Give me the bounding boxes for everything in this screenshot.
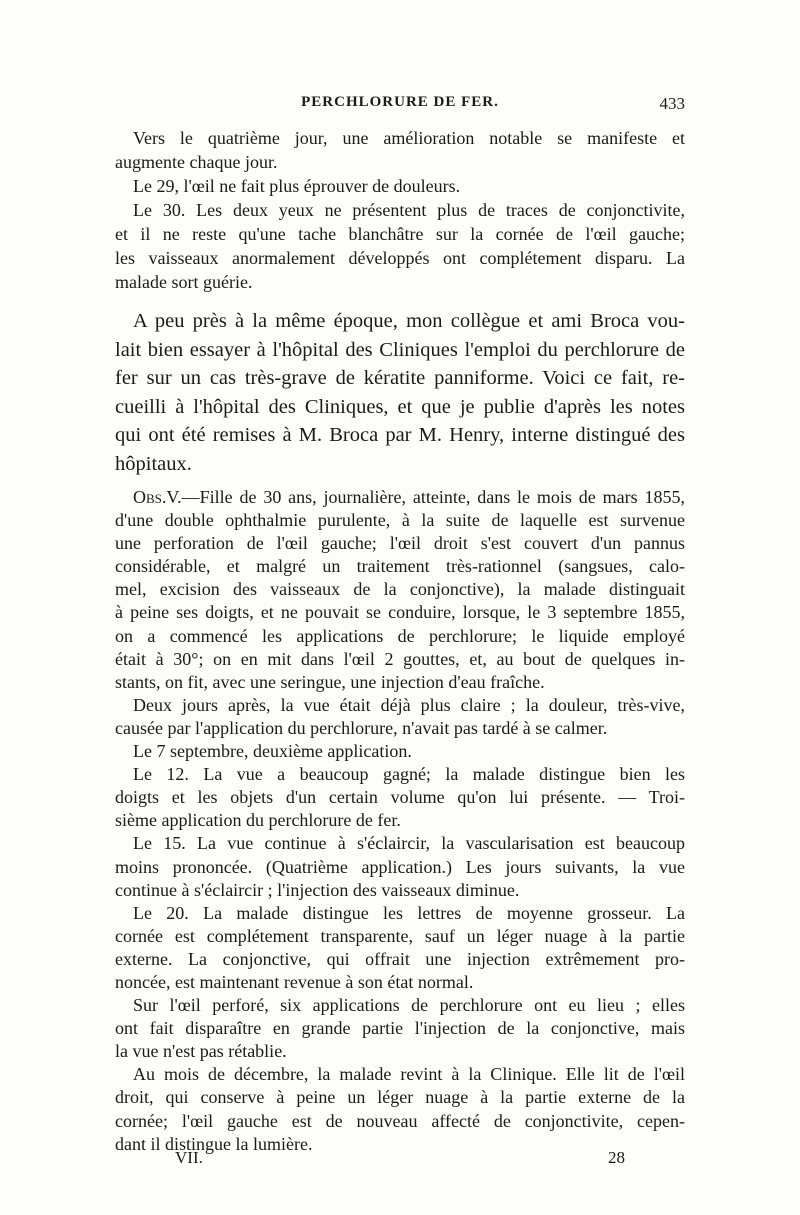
text-line: Le 30. Les deux yeux ne présentent plus de traces de conjonctivite, — [133, 200, 685, 220]
text-line: A peu près à la même époque, mon collègue et ami Broca vou- — [133, 310, 685, 332]
text-line: considérable, et malgré un traitement très-rationnel (sangsues, calo- — [115, 556, 685, 577]
sheet-number: 28 — [608, 1148, 625, 1167]
intro-paragraph — [115, 307, 685, 478]
observation-number: V. — [166, 487, 182, 507]
text-line: dant il distingue la lumière. — [115, 1133, 313, 1154]
text-line: Le 15. La vue continue à s'éclaircir, la vascularisation est beaucoup — [133, 833, 685, 854]
text-line: Le 29, l'œil ne fait plus éprouver de douleurs. — [133, 176, 461, 196]
text-line: Le 12. La vue a beaucoup gagné; la malade distingue bien les — [133, 764, 685, 785]
text-line: moins prononcée. (Quatrième application.) Les jours suivants, la vue — [115, 856, 685, 877]
text-line: continue à s'éclaircir ; l'injection des vaisseaux diminue. — [115, 879, 520, 900]
text-line: cornée est complétement transparente, sauf un léger nuage à la partie — [115, 925, 685, 946]
signature-mark: VII. — [175, 1148, 203, 1167]
text-line: lait bien essayer à l'hôpital des Cliniques l'emploi du perchlorure de — [115, 338, 685, 361]
text-line: une perforation de l'œil gauche; l'œil droit s'est couvert d'un pannus — [115, 533, 685, 554]
text-line: Le 20. La malade distingue les lettres de moyenne grosseur. La — [133, 902, 685, 923]
text-line: augmente chaque jour. — [115, 152, 278, 172]
paragraph-continuation — [115, 126, 685, 294]
text-line: à peine ses doigts, et ne pouvait se conduire, lorsque, le 3 septembre 1855, — [115, 602, 685, 623]
text-line: Le 7 septembre, deuxième application. — [133, 741, 412, 762]
text-line: noncée, est maintenant revenue à son état normal. — [115, 971, 474, 992]
page-number: 433 — [659, 94, 685, 113]
text-line: —Fille de 30 ans, journalière, atteinte, dans le mois de mars 1855, — [181, 487, 685, 507]
text-line: doigts et les objets d'un certain volume qu'on lui présente. — Troi- — [115, 787, 685, 808]
text-line: causée par l'application du perchlorure, n'avait pas tardé à se calmer. — [115, 717, 608, 738]
text-line: Sur l'œil perforé, six applications de perchlorure ont eu lieu ; elles — [133, 995, 685, 1016]
text-line: la vue n'est pas rétablie. — [115, 1041, 287, 1062]
observation-label: Obs. — [133, 487, 167, 507]
text-line: mel, excision des vaisseaux de la conjonctive), la malade distinguait — [115, 579, 685, 600]
text-line: cornée; l'œil gauche est de nouveau affecté de conjonctivite, cepen- — [115, 1110, 685, 1131]
text-line: les vaisseaux anormalement développés ont complétement disparu. La — [115, 248, 685, 268]
text-line: on a commencé les applications de perchlorure; le liquide employé — [115, 625, 685, 646]
text-line: droit, qui conserve à peine un léger nuage à la partie externe de la — [115, 1087, 685, 1108]
text-line: Au mois de décembre, la malade revint à la Clinique. Elle lit de l'œil — [133, 1064, 685, 1085]
text-line: qui ont été remises à M. Broca par M. Henry, interne distingué des — [115, 424, 685, 446]
text-line: Deux jours après, la vue était déjà plus claire ; la douleur, très-vive, — [133, 694, 685, 715]
observation-first-line — [115, 486, 685, 509]
text-line: externe. La conjonctive, qui offrait une injection extrêmement pro- — [115, 948, 685, 969]
text-line: d'une double ophthalmie purulente, à la suite de laquelle est survenue — [115, 510, 685, 531]
text-line: hôpitaux. — [115, 452, 192, 475]
text-line: Vers le quatrième jour, une amélioration notable se manifeste et — [133, 128, 685, 148]
text-line: stants, on fit, avec une seringue, une injection d'eau fraîche. — [115, 671, 545, 692]
text-line: malade sort guérie. — [115, 272, 253, 292]
running-title: PERCHLORURE DE FER. — [301, 94, 499, 110]
text-line: cueilli à l'hôpital des Cliniques, et que je publie d'après les notes — [115, 395, 685, 418]
observation-block — [115, 486, 685, 1156]
text-line: était à 30°; on en mit dans l'œil 2 gouttes, et, au bout de quelques in- — [115, 648, 685, 669]
text-line: sième application du perchlorure de fer. — [115, 810, 401, 831]
text-line: et il ne reste qu'une tache blanchâtre sur la cornée de l'œil gauche; — [115, 224, 685, 244]
page-header — [115, 94, 685, 118]
text-line: fer sur un cas très-grave de kératite panniforme. Voici ce fait, re- — [115, 367, 685, 389]
text-line: ont fait disparaître en grande partie l'injection de la conjonctive, mais — [115, 1018, 685, 1039]
page-footer — [175, 1148, 625, 1172]
